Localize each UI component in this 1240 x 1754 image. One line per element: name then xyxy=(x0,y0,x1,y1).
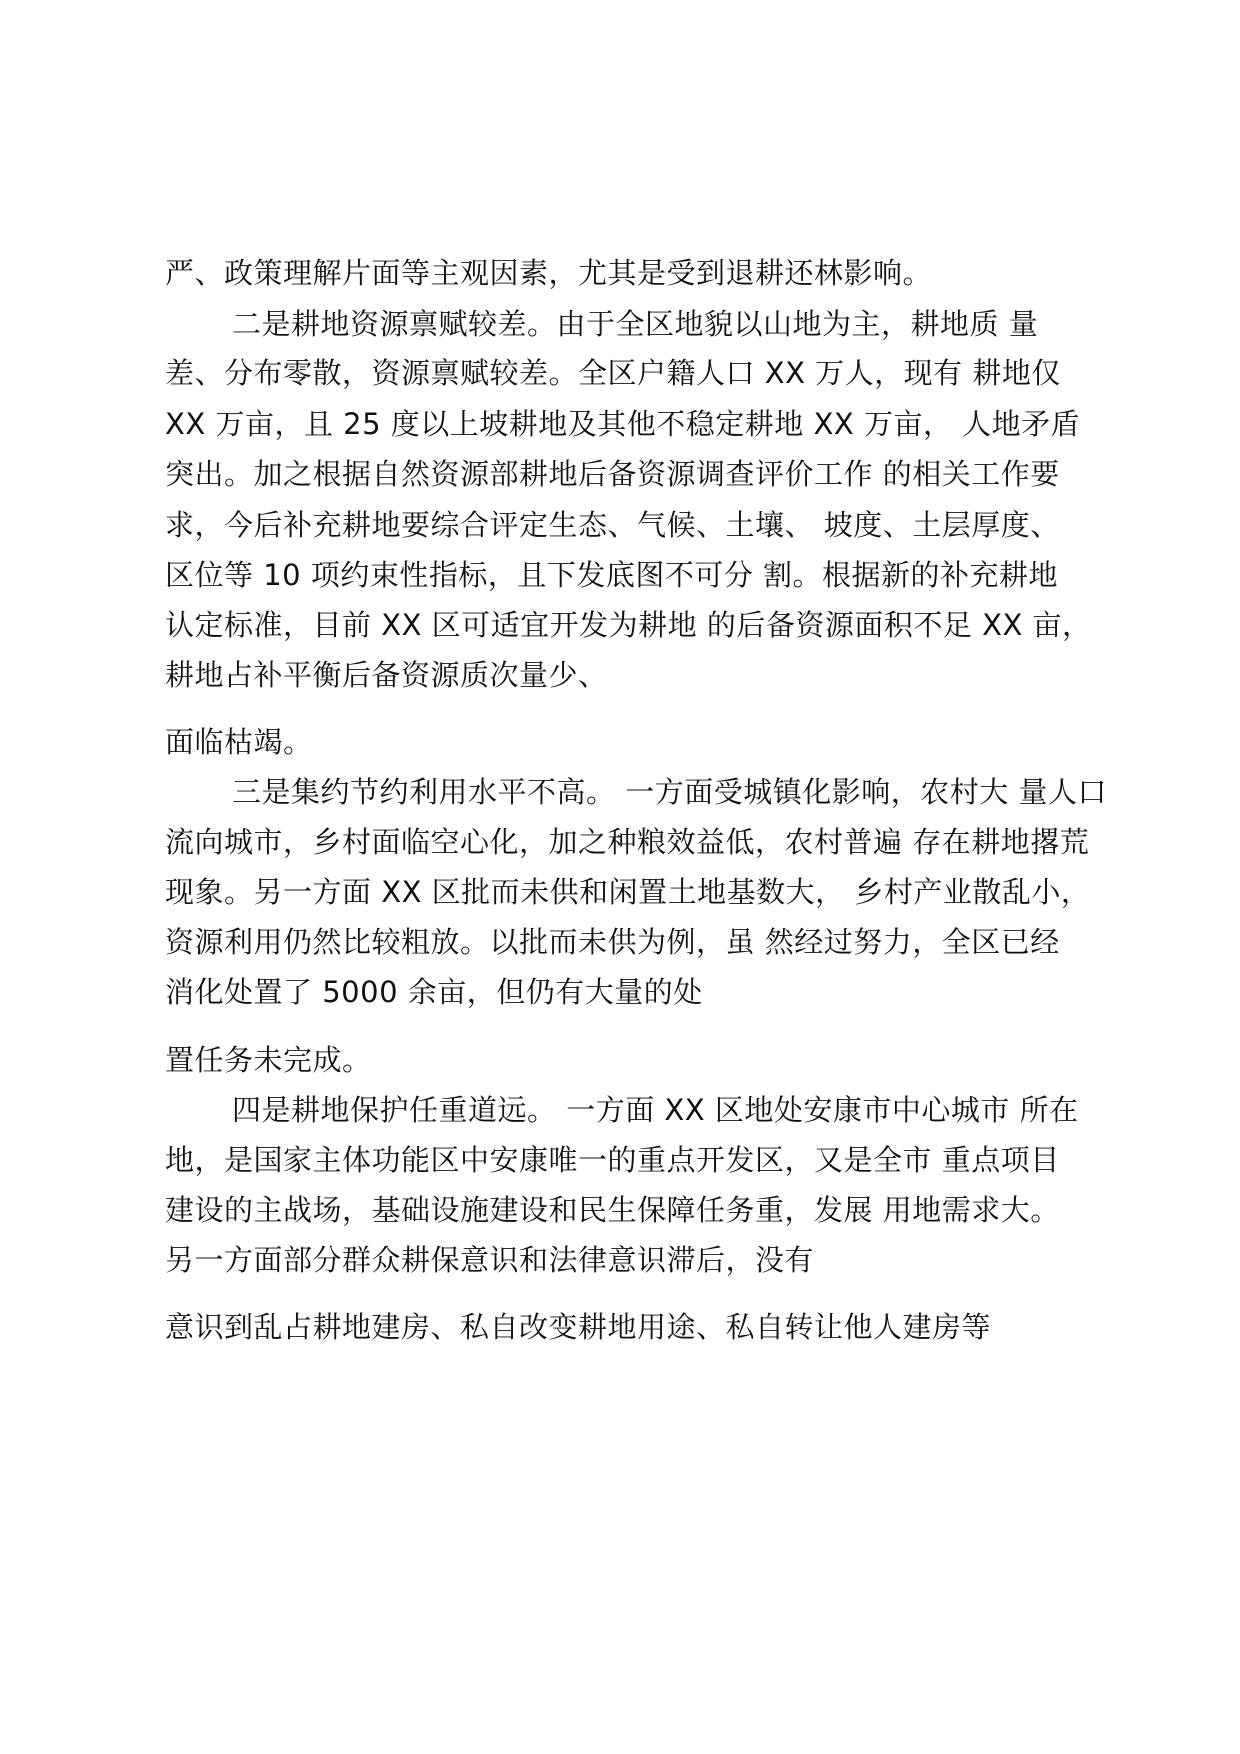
text-line: 区位等 10 项约束性指标，且下发底图不可分 割。根据新的补充耕地 xyxy=(165,558,1059,592)
text-line: 严、政策理解片面等主观因素，尤其是受到退耕还林影响。 xyxy=(165,256,933,290)
text-line: 耕地占补平衡后备资源质次量少、 xyxy=(165,658,608,692)
text-line: 面临枯竭。 xyxy=(165,725,313,759)
paragraph-heading-line: 二是耕地资源禀赋较差。由于全区地貌以山地为主，耕地质 量 xyxy=(232,307,1039,341)
text-line: 流向城市，乡村面临空心化，加之种粮效益低，农村普遍 存在耕地撂荒 xyxy=(165,825,1090,859)
text-line: 差、分布零散，资源禀赋较差。全区户籍人口 XX 万人，现有 耕地仅 xyxy=(165,356,1061,390)
paragraph-heading-line: 四是耕地保护任重道远。 一方面 XX 区地处安康市中心城市 所在 xyxy=(232,1093,1079,1127)
text-line: 置任务未完成。 xyxy=(165,1043,372,1077)
text-line: 另一方面部分群众耕保意识和法律意识滞后，没有 xyxy=(165,1243,815,1277)
text-line: 建设的主战场，基础设施建设和民生保障任务重，发展 用地需求大。 xyxy=(165,1193,1060,1227)
text-line: 突出。加之根据自然资源部耕地后备资源调查评价工作 的相关工作要 xyxy=(165,457,1060,491)
text-line: 意识到乱占耕地建房、私自改变耕地用途、私自转让他人建房等 xyxy=(165,1310,992,1344)
text-line: XX 万亩，且 25 度以上坡耕地及其他不稳定耕地 XX 万亩， 人地矛盾 xyxy=(165,407,1081,441)
text-line: 认定标准，目前 XX 区可适宜开发为耕地 的后备资源面积不足 XX 亩， xyxy=(165,608,1092,642)
text-line: 资源利用仍然比较粗放。以批而未供为例，虽 然经过努力，全区已经 xyxy=(165,925,1060,959)
text-line: 求，今后补充耕地要综合评定生态、气候、土壤、 坡度、土层厚度、 xyxy=(165,508,1060,542)
text-line: 消化处置了 5000 余亩，但仍有大量的处 xyxy=(165,975,703,1009)
paragraph-heading-line: 三是集约节约利用水平不高。 一方面受城镇化影响，农村大 量人口 xyxy=(232,775,1107,809)
text-line: 现象。另一方面 XX 区批而未供和闲置土地基数大， 乡村产业散乱小， xyxy=(165,875,1091,909)
text-line: 地，是国家主体功能区中安康唯一的重点开发区，又是全市 重点项目 xyxy=(165,1143,1060,1177)
